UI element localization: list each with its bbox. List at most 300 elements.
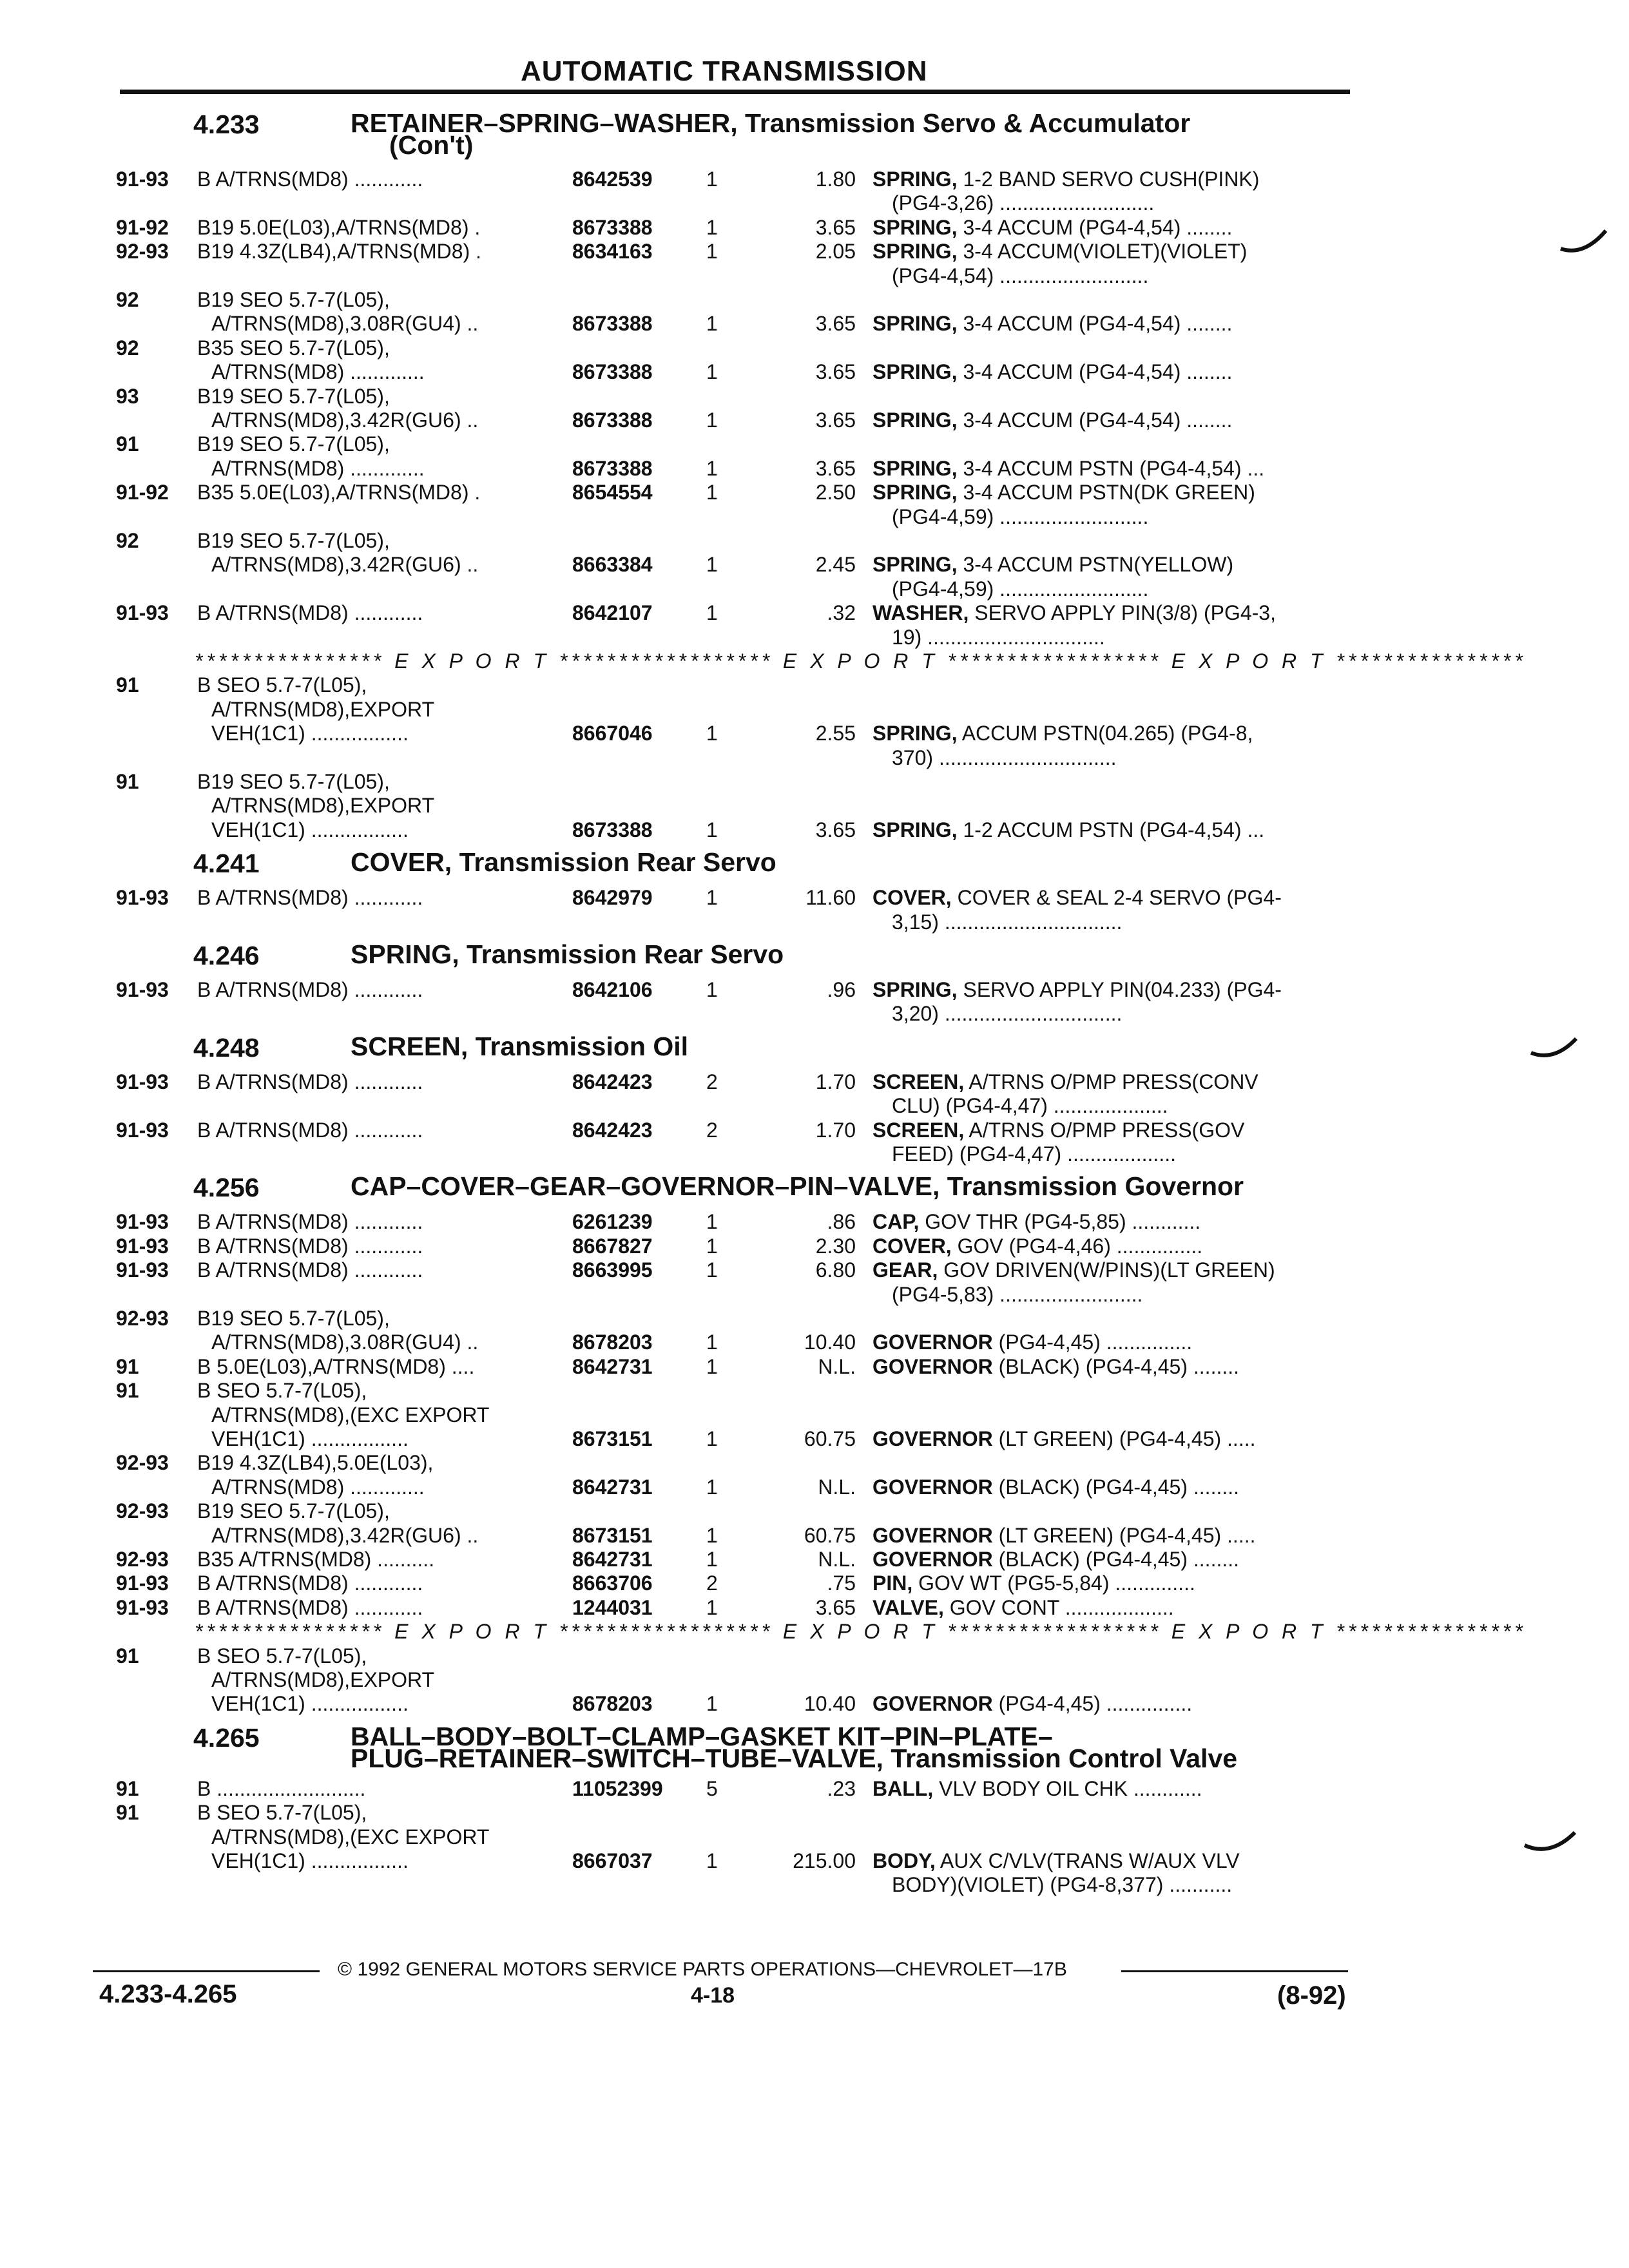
description-keyword: SPRING, (872, 168, 958, 191)
description-keyword: SPRING, (872, 481, 958, 505)
table-row (0, 336, 1629, 360)
application-continued: A/TRNS(MD8),EXPORT (211, 697, 435, 721)
description-text: 3-4 ACCUM(VIOLET)(VIOLET) (957, 240, 1248, 264)
application: B A/TRNS(MD8) ............ (197, 1070, 423, 1093)
application-continued: VEH(1C1) ................. (211, 1849, 409, 1872)
description-text: ACCUM PSTN(04.265) (PG4-8, (957, 722, 1253, 745)
application-continued: A/TRNS(MD8),(EXC EXPORT (211, 1825, 490, 1849)
model-year: 91 (116, 1801, 139, 1825)
description-text: VLV BODY OIL CHK ............ (933, 1776, 1202, 1800)
description (872, 1475, 1239, 1499)
model-year: 91-92 (116, 481, 169, 505)
footer-rule-left (93, 1970, 320, 1972)
section-number: 4.233 (193, 110, 260, 139)
price: .96 (827, 978, 856, 1001)
table-row (0, 1403, 1629, 1427)
price: 3.65 (815, 312, 856, 336)
part-number: 11052399 (572, 1776, 663, 1800)
table-row (0, 1571, 1629, 1595)
description (872, 1777, 1202, 1800)
quantity: 1 (706, 818, 718, 841)
part-number: 8673388 (572, 818, 653, 841)
application-continued: A/TRNS(MD8),EXPORT (211, 1668, 435, 1691)
price: 60.75 (804, 1427, 856, 1450)
description (872, 553, 1233, 576)
footer-rule-right (1121, 1970, 1348, 1972)
price: 3.65 (815, 408, 856, 432)
model-year: 91-93 (116, 1571, 169, 1595)
description-text: 3-4 ACCUM (PG4-4,54) ........ (957, 312, 1233, 336)
description-text: (PG4-4,59) .......................... (892, 505, 1149, 528)
price: N.L. (818, 1548, 856, 1571)
description (892, 746, 1117, 769)
part-number: 1244031 (572, 1595, 653, 1619)
quantity: 1 (706, 1234, 718, 1258)
description-keyword: SPRING, (872, 312, 958, 336)
description (892, 1283, 1142, 1306)
description-text: 3,20) ............................... (892, 1002, 1123, 1026)
description-keyword: SPRING, (872, 456, 958, 480)
table-row (0, 1379, 1629, 1402)
quantity: 1 (706, 1595, 718, 1619)
table-row (0, 432, 1629, 456)
description-text: (PG4-5,83) ......................... (892, 1282, 1143, 1306)
application: B35 SEO 5.7-7(L05), (197, 336, 390, 360)
description-keyword: SPRING, (872, 978, 958, 1001)
price: 2.05 (815, 240, 856, 264)
price: 3.65 (815, 1595, 856, 1619)
description-text: GOV DRIVEN(W/PINS)(LT GREEN) (938, 1258, 1275, 1282)
model-year: 91-92 (116, 215, 169, 239)
section-title: SCREEN, Transmission Oil (351, 1031, 689, 1061)
application-continued: VEH(1C1) ................. (211, 1427, 409, 1450)
table-row (0, 264, 1629, 287)
description-text: (BLACK) (PG4-4,45) ........ (992, 1354, 1240, 1378)
table-row (0, 1070, 1629, 1093)
description-keyword: SPRING, (872, 408, 958, 432)
application-continued: A/TRNS(MD8),3.42R(GU6) .. (211, 408, 479, 432)
application: B19 4.3Z(LB4),A/TRNS(MD8) . (197, 240, 481, 264)
quantity: 5 (706, 1776, 718, 1800)
part-number: 8654554 (572, 481, 653, 505)
quantity: 1 (706, 481, 718, 505)
section-title: SPRING, Transmission Rear Servo (351, 939, 784, 969)
price: N.L. (818, 1475, 856, 1499)
part-number: 8667827 (572, 1234, 653, 1258)
header-rule (120, 90, 1350, 94)
model-year: 91-93 (116, 886, 169, 910)
part-number: 8673388 (572, 408, 653, 432)
price: 2.45 (815, 553, 856, 577)
export-divider: **************** E X P O R T ****************** E X P O R T ****************** E X P O R T **************** (195, 649, 1527, 673)
table-row (0, 910, 1629, 934)
table-row (0, 1002, 1629, 1025)
table-row (0, 1258, 1629, 1282)
description (872, 818, 1264, 841)
description (892, 505, 1148, 528)
description (872, 1427, 1255, 1450)
table-row (0, 673, 1629, 697)
application: B19 SEO 5.7-7(L05), (197, 1499, 390, 1523)
table-row (0, 1644, 1629, 1667)
price: 3.65 (815, 818, 856, 841)
description-text: A/TRNS O/PMP PRESS(CONV (964, 1070, 1258, 1093)
table-row (0, 770, 1629, 793)
model-year: 91 (116, 1644, 139, 1667)
table-row (0, 553, 1629, 576)
description-text: (PG4-3,26) ........................... (892, 191, 1155, 215)
section-title: COVER, Transmission Rear Servo (351, 847, 776, 878)
application: B SEO 5.7-7(L05), (197, 1644, 367, 1667)
description-text: (PG4-4,59) .......................... (892, 577, 1149, 601)
application: B19 SEO 5.7-7(L05), (197, 432, 390, 456)
application-continued: A/TRNS(MD8),(EXC EXPORT (211, 1403, 490, 1427)
table-row (0, 601, 1629, 624)
quantity: 2 (706, 1571, 718, 1595)
table-row (0, 240, 1629, 263)
table-row (0, 1451, 1629, 1474)
application: B35 A/TRNS(MD8) .......... (197, 1548, 435, 1571)
part-number: 8673151 (572, 1427, 653, 1450)
section-title: BALL–BODY–BOLT–CLAMP–GASKET KIT–PIN–PLATE– (351, 1721, 1053, 1751)
description (872, 1596, 1174, 1619)
description-keyword: SPRING, (872, 553, 958, 577)
price: 3.65 (815, 456, 856, 480)
model-year: 91 (116, 1354, 139, 1378)
description (892, 1873, 1232, 1896)
description (872, 978, 1282, 1001)
model-year: 91-93 (116, 1118, 169, 1142)
part-number: 8634163 (572, 240, 653, 264)
model-year: 91-93 (116, 1070, 169, 1093)
table-row (0, 1094, 1629, 1117)
description-text: (LT GREEN) (PG4-4,45) ..... (992, 1427, 1256, 1450)
description (872, 1571, 1195, 1595)
table-row (0, 312, 1629, 335)
description-keyword: SPRING, (872, 240, 958, 264)
application-continued: A/TRNS(MD8) ............. (211, 1475, 425, 1499)
quantity: 1 (706, 240, 718, 264)
table-row (0, 1210, 1629, 1233)
table-row (0, 1801, 1629, 1824)
description-keyword: COVER, (872, 1234, 952, 1258)
table-row (0, 722, 1629, 745)
description-text: GOV CONT ................... (943, 1595, 1174, 1619)
description-text: (PG4-4,45) ............... (992, 1331, 1193, 1354)
description (892, 626, 1105, 649)
description (892, 577, 1148, 601)
description (872, 1070, 1258, 1093)
binding-mark-icon (1528, 1035, 1580, 1067)
application-continued: VEH(1C1) ................. (211, 1692, 409, 1716)
description (872, 168, 1259, 191)
price: 6.80 (815, 1258, 856, 1282)
description-text: 3-4 ACCUM (PG4-4,54) ........ (957, 360, 1233, 384)
description-text: FEED) (PG4-4,47) ................... (892, 1142, 1176, 1166)
description-keyword: COVER, (872, 886, 952, 910)
table-row (0, 1873, 1629, 1896)
application: B A/TRNS(MD8) ............ (197, 1258, 423, 1282)
model-year: 91-93 (116, 1258, 169, 1282)
part-number: 8673388 (572, 360, 653, 384)
quantity: 2 (706, 1070, 718, 1093)
section-number: 4.256 (193, 1173, 260, 1203)
model-year: 91-93 (116, 1234, 169, 1258)
table-row (0, 1235, 1629, 1258)
description (872, 1849, 1240, 1872)
application-continued: VEH(1C1) ................. (211, 722, 409, 745)
part-number: 8667037 (572, 1849, 653, 1872)
description-keyword: BODY, (872, 1849, 936, 1872)
model-year: 91-93 (116, 168, 169, 191)
quantity: 1 (706, 601, 718, 625)
application-continued: A/TRNS(MD8) ............. (211, 360, 425, 384)
description (892, 191, 1154, 215)
description (872, 601, 1276, 624)
description-keyword: GOVERNOR (872, 1354, 993, 1378)
table-row (0, 457, 1629, 480)
quantity: 1 (706, 1258, 718, 1282)
footer-page-number: 4-18 (691, 1983, 735, 2008)
quantity: 1 (706, 886, 718, 910)
quantity: 2 (706, 1118, 718, 1142)
description-keyword: SCREEN, (872, 1118, 965, 1142)
description-keyword: VALVE, (872, 1595, 944, 1619)
binding-mark-icon (1522, 1830, 1580, 1862)
table-row (0, 529, 1629, 552)
table-row (0, 1777, 1629, 1800)
description (892, 1002, 1122, 1025)
part-number: 8642106 (572, 978, 653, 1001)
description-keyword: GOVERNOR (872, 1548, 993, 1571)
description (872, 1119, 1244, 1142)
price: .23 (827, 1776, 856, 1800)
footer-date: (8-92) (1277, 1981, 1346, 2010)
model-year: 92 (116, 336, 139, 360)
model-year: 91 (116, 673, 139, 697)
description-keyword: SPRING, (872, 215, 958, 239)
part-number: 8642423 (572, 1070, 653, 1093)
description-text: GOV (PG4-4,46) ............... (951, 1234, 1203, 1258)
part-number: 8642423 (572, 1118, 653, 1142)
price: .32 (827, 601, 856, 625)
part-number: 8663995 (572, 1258, 653, 1282)
description-keyword: SPRING, (872, 360, 958, 384)
part-number: 8663384 (572, 553, 653, 577)
part-number: 8667046 (572, 722, 653, 745)
quantity: 1 (706, 553, 718, 577)
application-continued: VEH(1C1) ................. (211, 818, 409, 841)
description (892, 1142, 1176, 1166)
model-year: 91-93 (116, 601, 169, 625)
table-row (0, 385, 1629, 408)
part-number: 8642731 (572, 1548, 653, 1571)
part-number: 8673151 (572, 1523, 653, 1547)
price: 1.70 (815, 1070, 856, 1093)
application: B19 SEO 5.7-7(L05), (197, 529, 390, 552)
description-text: 19) ............................... (892, 625, 1105, 649)
footer-section-range: 4.233-4.265 (99, 1980, 237, 2008)
section-title: RETAINER–SPRING–WASHER, Transmission Servo & Accumulator (351, 108, 1191, 138)
price: 3.65 (815, 360, 856, 384)
table-row (0, 1283, 1629, 1306)
description-keyword: BALL, (872, 1776, 934, 1800)
model-year: 92 (116, 288, 139, 311)
part-number: 8663706 (572, 1571, 653, 1595)
description-text: 3,15) ............................... (892, 910, 1123, 934)
table-row (0, 1524, 1629, 1547)
model-year: 92-93 (116, 240, 169, 264)
description-keyword: PIN, (872, 1571, 913, 1595)
section-number: 4.246 (193, 941, 260, 970)
description-keyword: GOVERNOR (872, 1427, 993, 1450)
table-row (0, 978, 1629, 1001)
quantity: 1 (706, 1354, 718, 1378)
description-text: (PG4-4,45) ............... (992, 1692, 1193, 1716)
table-row (0, 1119, 1629, 1142)
table-row (0, 1596, 1629, 1619)
description-text: 3-4 ACCUM (PG4-4,54) ........ (957, 408, 1233, 432)
description-text: GOV WT (PG5-5,84) .............. (912, 1571, 1195, 1595)
description (872, 1331, 1192, 1354)
description-text: (BLACK) (PG4-4,45) ........ (992, 1548, 1240, 1571)
application: B19 SEO 5.7-7(L05), (197, 770, 390, 793)
model-year: 92-93 (116, 1451, 169, 1475)
table-row (0, 1331, 1629, 1354)
description-text: GOV THR (PG4-5,85) ............ (919, 1210, 1201, 1234)
quantity: 1 (706, 1331, 718, 1354)
table-row (0, 1499, 1629, 1523)
application: B19 4.3Z(LB4),5.0E(L03), (197, 1451, 434, 1475)
application: B19 SEO 5.7-7(L05), (197, 288, 390, 311)
part-number: 8673388 (572, 456, 653, 480)
description-keyword: CAP, (872, 1210, 920, 1234)
price: 1.70 (815, 1118, 856, 1142)
quantity: 1 (706, 215, 718, 239)
price: N.L. (818, 1354, 856, 1378)
footer-copyright: © 1992 GENERAL MOTORS SERVICE PARTS OPERATIONS—CHEVROLET—17B (338, 1959, 1067, 1980)
quantity: 1 (706, 722, 718, 745)
description-text: 3-4 ACCUM PSTN(DK GREEN) (957, 481, 1255, 505)
export-divider: **************** E X P O R T ****************** E X P O R T ****************** E X P O R T **************** (195, 1620, 1527, 1644)
price: 2.30 (815, 1234, 856, 1258)
application: B SEO 5.7-7(L05), (197, 673, 367, 697)
table-row (0, 408, 1629, 432)
application: B A/TRNS(MD8) ............ (197, 1595, 423, 1619)
description-text: 3-4 ACCUM PSTN(YELLOW) (957, 553, 1234, 577)
description-text: SERVO APPLY PIN(3/8) (PG4-3, (969, 601, 1276, 625)
description (872, 240, 1247, 263)
application: B 5.0E(L03),A/TRNS(MD8) .... (197, 1354, 475, 1378)
part-number: 6261239 (572, 1210, 653, 1234)
table-row (0, 626, 1629, 649)
section-number: 4.265 (193, 1722, 260, 1753)
model-year: 91-93 (116, 978, 169, 1001)
description-keyword: SPRING, (872, 722, 958, 745)
description-keyword: WASHER, (872, 601, 969, 625)
description (872, 216, 1232, 239)
model-year: 91 (116, 1379, 139, 1403)
table-row (0, 1355, 1629, 1378)
table-row (0, 168, 1629, 191)
application: B A/TRNS(MD8) ............ (197, 1210, 423, 1234)
model-year: 92-93 (116, 1499, 169, 1523)
description-text: 1-2 BAND SERVO CUSH(PINK) (957, 168, 1260, 191)
description (872, 722, 1253, 745)
model-year: 92-93 (116, 1307, 169, 1330)
price: 10.40 (804, 1692, 856, 1716)
description-text: BODY)(VIOLET) (PG4-8,377) ........... (892, 1873, 1233, 1897)
description-text: AUX C/VLV(TRANS W/AUX VLV (935, 1849, 1240, 1872)
quantity: 1 (706, 360, 718, 384)
description (892, 1094, 1168, 1117)
part-number: 8678203 (572, 1692, 653, 1716)
model-year: 91 (116, 1776, 139, 1800)
quantity: 1 (706, 1475, 718, 1499)
description (892, 910, 1122, 934)
description (872, 481, 1255, 504)
section-number: 4.248 (193, 1032, 260, 1062)
quantity: 1 (706, 408, 718, 432)
description-text: 3-4 ACCUM PSTN (PG4-4,54) ... (957, 456, 1265, 480)
quantity: 1 (706, 168, 718, 191)
table-row (0, 1142, 1629, 1166)
price: 2.55 (815, 722, 856, 745)
application: B A/TRNS(MD8) ............ (197, 1571, 423, 1595)
price: 215.00 (793, 1849, 856, 1872)
section-number: 4.241 (193, 849, 260, 879)
description-text: 1-2 ACCUM PSTN (PG4-4,54) ... (957, 818, 1265, 841)
description-keyword: GEAR, (872, 1258, 938, 1282)
table-row (0, 886, 1629, 909)
application: B A/TRNS(MD8) ............ (197, 1234, 423, 1258)
description (872, 886, 1282, 909)
quantity: 1 (706, 456, 718, 480)
description-keyword: GOVERNOR (872, 1692, 993, 1716)
part-number: 8642979 (572, 886, 653, 910)
section-title-continued: (Con't) (389, 130, 474, 160)
quantity: 1 (706, 978, 718, 1001)
model-year: 91-93 (116, 1595, 169, 1619)
application: B19 5.0E(L03),A/TRNS(MD8) . (197, 215, 481, 239)
description (872, 1355, 1239, 1378)
table-row (0, 746, 1629, 769)
description (872, 1548, 1239, 1571)
quantity: 1 (706, 1210, 718, 1234)
section-title-continued: PLUG–RETAINER–SWITCH–TUBE–VALVE, Transmission Control Valve (351, 1743, 1238, 1773)
model-year: 92-93 (116, 1548, 169, 1571)
description-text: 370) ............................... (892, 745, 1117, 769)
model-year: 92 (116, 529, 139, 552)
description (872, 1524, 1255, 1547)
table-row (0, 360, 1629, 383)
description-keyword: GOVERNOR (872, 1475, 993, 1499)
application: B .......................... (197, 1776, 366, 1800)
quantity: 1 (706, 1523, 718, 1547)
description (872, 457, 1264, 480)
model-year: 93 (116, 384, 139, 408)
quantity: 1 (706, 1849, 718, 1872)
application: B SEO 5.7-7(L05), (197, 1379, 367, 1403)
description-text: (PG4-4,54) .......................... (892, 264, 1149, 287)
application: B A/TRNS(MD8) ............ (197, 1118, 423, 1142)
table-row (0, 1692, 1629, 1715)
description-keyword: SPRING, (872, 818, 958, 841)
description (872, 1210, 1200, 1233)
price: .75 (827, 1571, 856, 1595)
application: B A/TRNS(MD8) ............ (197, 168, 423, 191)
description (872, 312, 1232, 335)
